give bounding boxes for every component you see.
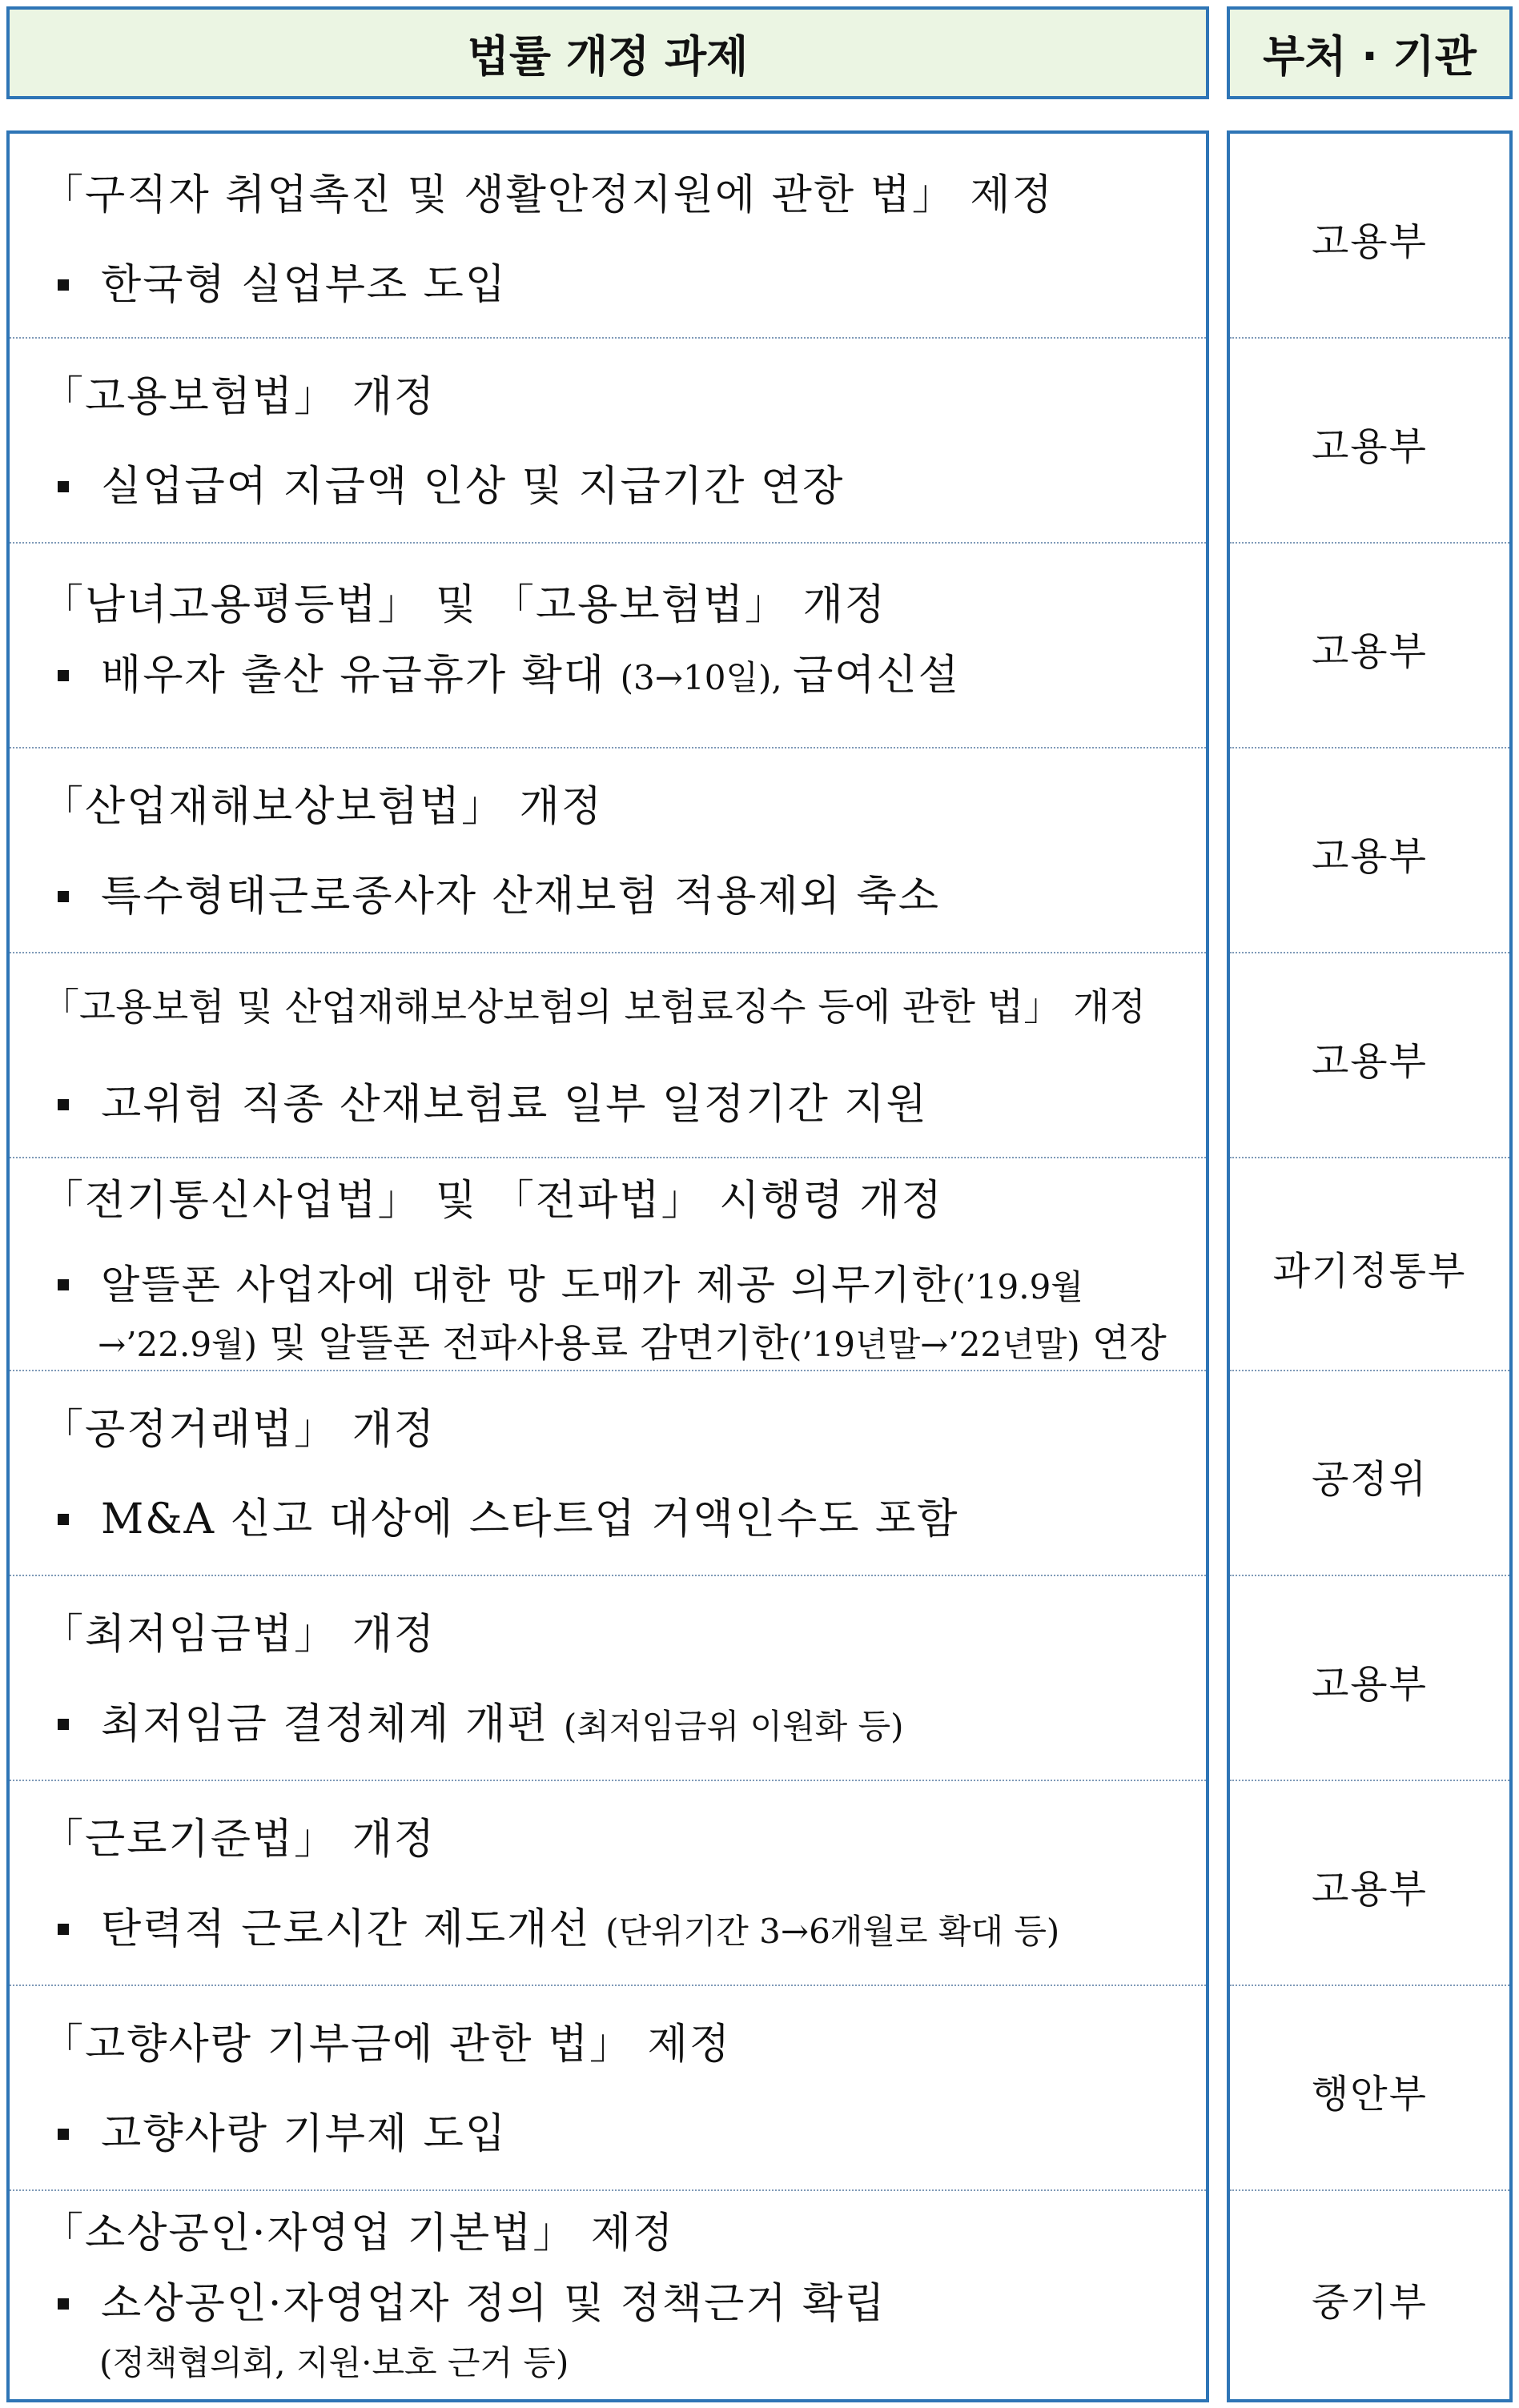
- task-detail-text: 고위험 직종 산재보험료 일부 일정기간 지원: [101, 1081, 928, 1129]
- table-row: [10, 1576, 1206, 1781]
- table-row: [10, 134, 1206, 339]
- table-row: [10, 1158, 1206, 1371]
- task-detail-text: 한국형 실업부조 도입: [101, 261, 508, 309]
- task-detail-note: (단위기간 3→6개월로 확대 등): [605, 1912, 1060, 1951]
- law-title: 「고향사랑 기부금에 관한 법」 제정: [42, 2021, 732, 2069]
- law-title: 「구직자 취업촉진 및 생활안정지원에 관한 법」 제정: [42, 171, 1054, 219]
- task-detail: [58, 452, 844, 512]
- task-detail-text: 배우자 출산 유급휴가 확대: [101, 652, 621, 700]
- law-title: 「산업재해보상보험법」 개정: [42, 783, 604, 831]
- task-detail-text: 실업급여 지급액 인상 및 지급기간 연장: [101, 463, 845, 511]
- bullet-icon: [58, 1514, 69, 1525]
- table-row: [10, 2191, 1206, 2399]
- column-header-agency: [1227, 6, 1513, 99]
- task-detail: [58, 251, 507, 311]
- column-header-tasks: [6, 6, 1209, 99]
- task-detail: [58, 1690, 904, 1750]
- bullet-icon: [58, 891, 69, 902]
- law-title: 「전기통신사업법」 및 「전파법」 시행령 개정: [42, 1177, 943, 1225]
- task-detail-text: M&A 신고 대상에 스타트업 거액인수도 포함: [101, 1495, 959, 1543]
- task-detail: [58, 1070, 928, 1130]
- task-detail-continued: (정책협의회, 지원·보호 근거 등): [99, 2343, 569, 2382]
- agency-cell: 고용부: [1311, 424, 1429, 469]
- column-header-agency-label: 부처 · 기관: [1263, 30, 1477, 82]
- agency-cell: 고용부: [1311, 1039, 1429, 1084]
- table-row: [10, 544, 1206, 748]
- table-row: [1230, 1158, 1509, 1371]
- agency-cell: 고용부: [1311, 1867, 1429, 1912]
- task-detail-text: 및 알뜰폰 전파사용료 감면기한: [257, 1321, 789, 1366]
- task-detail: [58, 2100, 507, 2160]
- task-detail: [58, 641, 960, 701]
- table-row: [10, 339, 1206, 544]
- task-detail: [58, 1485, 958, 1545]
- table-row: [1230, 544, 1509, 748]
- bullet-icon: [58, 1099, 69, 1110]
- table-row: [10, 953, 1206, 1158]
- table-row: [1230, 2191, 1509, 2399]
- task-detail-note: (’19.9월: [952, 1267, 1083, 1306]
- agency-cell: 과기정통부: [1272, 1249, 1467, 1294]
- law-title: 「남녀고용평등법」 및 「고용보험법」 개정: [42, 581, 887, 629]
- table-row: [10, 1986, 1206, 2191]
- agency-cell: 고용부: [1311, 834, 1429, 879]
- law-title: 「최저임금법」 개정: [42, 1611, 436, 1659]
- task-detail-text: 알뜰폰 사업자에 대한 망 도매가 제공 의무기한: [101, 1262, 953, 1308]
- task-detail-text: 고향사랑 기부제 도입: [101, 2110, 508, 2158]
- agency-panel: [1227, 130, 1513, 2402]
- bullet-icon: [58, 1719, 69, 1730]
- table-row: [1230, 1986, 1509, 2191]
- task-detail-note: →’22.9월): [98, 1325, 258, 1364]
- task-detail-text: 특수형태근로종사자 산재보험 적용제외 축소: [101, 873, 940, 921]
- agency-cell: 고용부: [1311, 219, 1429, 264]
- law-title: 「공정거래법」 개정: [42, 1406, 436, 1454]
- bullet-icon: [58, 2129, 69, 2140]
- table-row: [1230, 134, 1509, 339]
- task-detail-text: 최저임금 결정체계 개편: [101, 1700, 564, 1748]
- bullet-icon: [58, 2298, 69, 2310]
- task-detail: [58, 1253, 1083, 1310]
- table-row: [1230, 339, 1509, 544]
- task-detail-text: 급여신설: [793, 652, 961, 700]
- table-row: [1230, 1371, 1509, 1576]
- task-detail-note: (최저임금위 이원화 등): [563, 1707, 904, 1746]
- agency-cell: 공정위: [1311, 1457, 1429, 1502]
- table-row: [1230, 748, 1509, 953]
- task-detail-text: 소상공인·자영업자 정의 및 정책근거 확립: [101, 2280, 886, 2328]
- bullet-icon: [58, 279, 69, 291]
- bullet-icon: [58, 670, 69, 681]
- table-row: [10, 1371, 1206, 1576]
- task-detail-note: (3→10일),: [620, 658, 794, 697]
- bullet-icon: [58, 481, 69, 492]
- task-detail: [58, 862, 940, 922]
- bullet-icon: [58, 1924, 69, 1935]
- agency-cell: 고용부: [1311, 629, 1429, 674]
- table-row: [1230, 1781, 1509, 1986]
- agency-cell: 고용부: [1311, 1662, 1429, 1707]
- table-row: [10, 1781, 1206, 1986]
- task-detail-text: 탄력적 근로시간 제도개선: [101, 1905, 606, 1953]
- law-title: 「고용보험법」 개정: [42, 373, 436, 421]
- column-header-tasks-label: 법률 개정 과제: [467, 30, 749, 82]
- bullet-icon: [58, 1279, 69, 1290]
- law-title: 「소상공인·자영업 기본법」 제정: [42, 2209, 675, 2258]
- law-title: 「고용보험 및 산업재해보상보험의 보험료징수 등에 관한 법」 개정: [42, 985, 1147, 1029]
- task-detail: [58, 1895, 1059, 1955]
- task-detail-text: 연장: [1079, 1321, 1167, 1366]
- task-detail-continued: [98, 1312, 1167, 1367]
- table-row: [10, 748, 1206, 953]
- task-detail: [58, 2270, 886, 2330]
- law-title: 「근로기준법」 개정: [42, 1816, 436, 1864]
- agency-cell: 중기부: [1311, 2280, 1429, 2325]
- tasks-panel: [6, 130, 1209, 2402]
- agency-cell: 행안부: [1311, 2072, 1429, 2117]
- table-row: [1230, 953, 1509, 1158]
- task-detail-note: (’19년말→’22년말): [788, 1325, 1080, 1364]
- table-row: [1230, 1576, 1509, 1781]
